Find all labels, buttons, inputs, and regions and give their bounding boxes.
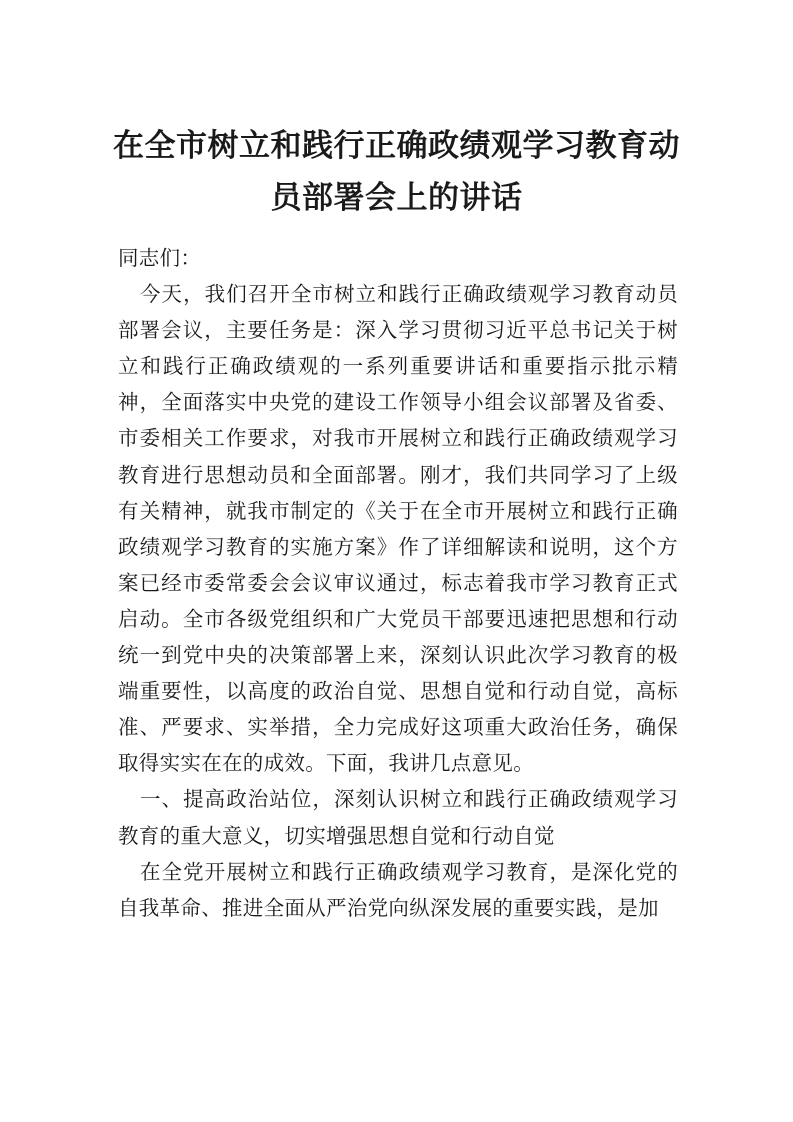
section-heading-one: 一、提高政治站位，深刻认识树立和践行正确政绩观学习教育的重大意义，切实增强思想自觉和行动自觉 [118,787,678,848]
document-title: 在全市树立和践行正确政绩观学习教育动员部署会上的讲话 [113,128,680,216]
paragraph-opening: 今天，我们召开全市树立和践行正确政绩观学习教育动员部署会议，主要任务是：深入学习贯彻习近平总书记关于树立和践行正确政绩观的一系列重要讲话和重要指示批示精神，全面落实中央党的建设工作领导小组会议部署及省委、市委相关工作要求，对我市开展树立和践行正确政绩观学习教育进行思想动员和全面部署。刚才，我们共同学习了上级有关精神，就我市制定的《关于在全市开展树立和践行正确政绩观学习教育的实施方案》作了详细解读和说明，这个方案已经市委常委会会议审议通过，标志着我市学习教育正式启动。全市各级党组织和广大党员干部要迅速把思想和行动统一到党中央的决策部署上来，深刻认识此次学习教育的极端重要性，以高度的政治自觉、思想自觉和行动自觉，高标准、严要求、实举措，全力完成好这项重大政治任务，确保取得实实在在的成效。下面，我讲几点意见。 [118,282,678,776]
document-body [118,240,678,926]
paragraph-section-one: 在全党开展树立和践行正确政绩观学习教育，是深化党的自我革命、推进全面从严治党向纵深发展的重要实践，是加 [118,859,678,920]
salutation: 同志们： [118,246,202,270]
